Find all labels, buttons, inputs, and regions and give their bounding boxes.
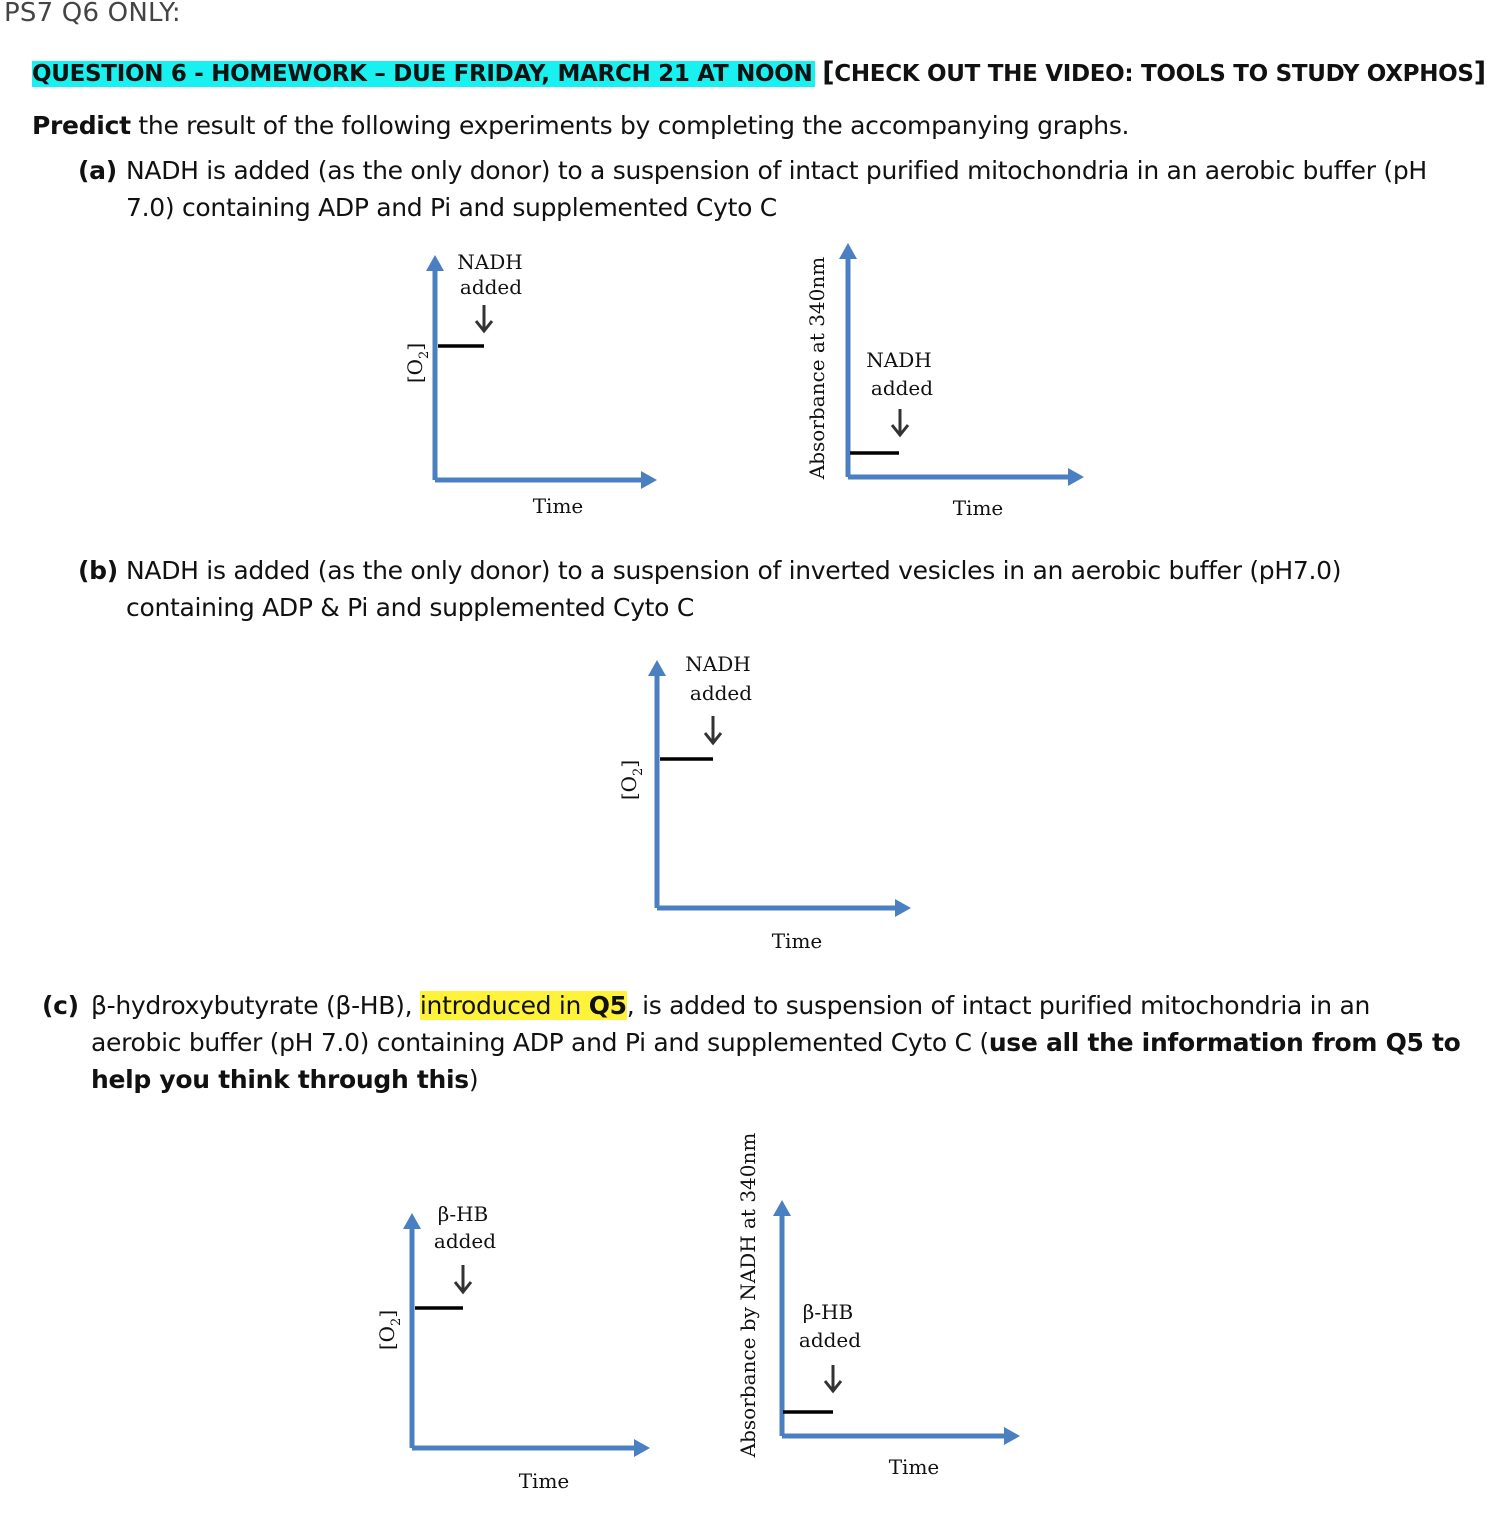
y-axis-label: $[O_2]$ bbox=[617, 759, 646, 801]
part-a-line1: NADH is added (as the only donor) to a suspension of intact purified mitochondria in an aerobic buffer (pH bbox=[126, 156, 1427, 185]
highlight-text: introduced in bbox=[419, 991, 589, 1020]
part-a-label: (a) bbox=[78, 156, 117, 185]
y-axis-label: Absorbance by NADH at 340nm bbox=[736, 1132, 760, 1458]
part-c-label: (c) bbox=[42, 991, 79, 1020]
part-c-text-2: , is added to suspension of intact purified mitochondria in an bbox=[626, 991, 1371, 1020]
marker-label-1: NADH bbox=[457, 250, 523, 274]
graph-b-oxygen bbox=[600, 650, 920, 955]
part-b-line1: NADH is added (as the only donor) to a suspension of inverted vesicles in an aerobic buffer (pH7.0) bbox=[126, 556, 1342, 585]
intro-text: the result of the following experiments by completing the accompanying graphs. bbox=[130, 111, 1130, 140]
graph-c-oxygen bbox=[360, 1195, 670, 1500]
x-axis-label: Time bbox=[532, 494, 584, 518]
question-title-line bbox=[32, 56, 1486, 91]
y-axis-arrowhead bbox=[839, 243, 857, 259]
marker-label-1: β-HB bbox=[802, 1300, 854, 1324]
part-b-label: (b) bbox=[78, 556, 118, 585]
marker-label-2: added bbox=[870, 376, 934, 400]
marker-label-1: NADH bbox=[866, 348, 932, 372]
x-axis-label: Time bbox=[771, 929, 823, 953]
part-c-line3 bbox=[91, 1062, 478, 1098]
question-title: QUESTION 6 - HOMEWORK – DUE FRIDAY, MARCH 21 AT NOON bbox=[32, 61, 813, 87]
intro-paragraph bbox=[32, 108, 1129, 144]
video-link[interactable]: CHECK OUT THE VIDEO: TOOLS TO STUDY OXPHOS bbox=[834, 61, 1474, 87]
part-b-line2: containing ADP & Pi and supplemented Cyto C bbox=[126, 593, 694, 622]
y-axis-arrowhead bbox=[426, 255, 444, 271]
bracket-close: ] bbox=[1473, 57, 1486, 88]
part-a-line2: 7.0) containing ADP and Pi and supplemented Cyto C bbox=[126, 193, 777, 222]
x-axis-label: Time bbox=[518, 1469, 570, 1493]
part-c-bold-2: help you think through this bbox=[91, 1065, 469, 1094]
y-axis-arrowhead bbox=[403, 1213, 421, 1229]
x-axis-arrowhead bbox=[895, 899, 911, 917]
marker-label-2: added bbox=[798, 1328, 862, 1352]
x-axis-label: Time bbox=[952, 496, 1004, 520]
marker-label-2: added bbox=[459, 275, 523, 299]
x-axis-arrowhead bbox=[641, 471, 657, 489]
highlight-q5: Q5 bbox=[588, 991, 627, 1020]
x-axis-arrowhead bbox=[1004, 1427, 1020, 1445]
part-c-line2 bbox=[91, 1025, 1461, 1061]
y-axis-arrowhead bbox=[773, 1200, 791, 1216]
highlight-introduced bbox=[420, 991, 627, 1020]
intro-bold: Predict bbox=[32, 111, 131, 140]
x-axis-arrowhead bbox=[1068, 468, 1084, 486]
part-c-text-4: ) bbox=[468, 1065, 479, 1094]
bracket-open: [ bbox=[822, 57, 835, 88]
y-axis-label: Absorbance at 340nm bbox=[805, 256, 829, 480]
marker-label-1: β-HB bbox=[437, 1202, 489, 1226]
page-label: PS7 Q6 ONLY: bbox=[4, 0, 181, 28]
graph-a-absorbance bbox=[790, 235, 1110, 525]
graph-c-absorbance bbox=[720, 1132, 1040, 1485]
part-c-text-1: β-hydroxybutyrate (β-HB), bbox=[91, 991, 420, 1020]
part-c-bold-1: use all the information from Q5 to bbox=[988, 1028, 1461, 1057]
marker-label-2: added bbox=[689, 681, 753, 705]
y-axis-label: $[O_2]$ bbox=[375, 1309, 404, 1351]
part-c-line1 bbox=[91, 988, 1370, 1024]
y-axis-label: $[O_2]$ bbox=[403, 342, 432, 384]
y-axis-arrowhead bbox=[648, 660, 666, 676]
part-c-text-3: aerobic buffer (pH 7.0) containing ADP and Pi and supplemented Cyto C ( bbox=[91, 1028, 989, 1057]
marker-label-2: added bbox=[433, 1229, 497, 1253]
graph-a-oxygen bbox=[380, 245, 680, 525]
marker-label-1: NADH bbox=[685, 652, 751, 676]
x-axis-label: Time bbox=[888, 1455, 940, 1479]
x-axis-arrowhead bbox=[634, 1439, 650, 1457]
